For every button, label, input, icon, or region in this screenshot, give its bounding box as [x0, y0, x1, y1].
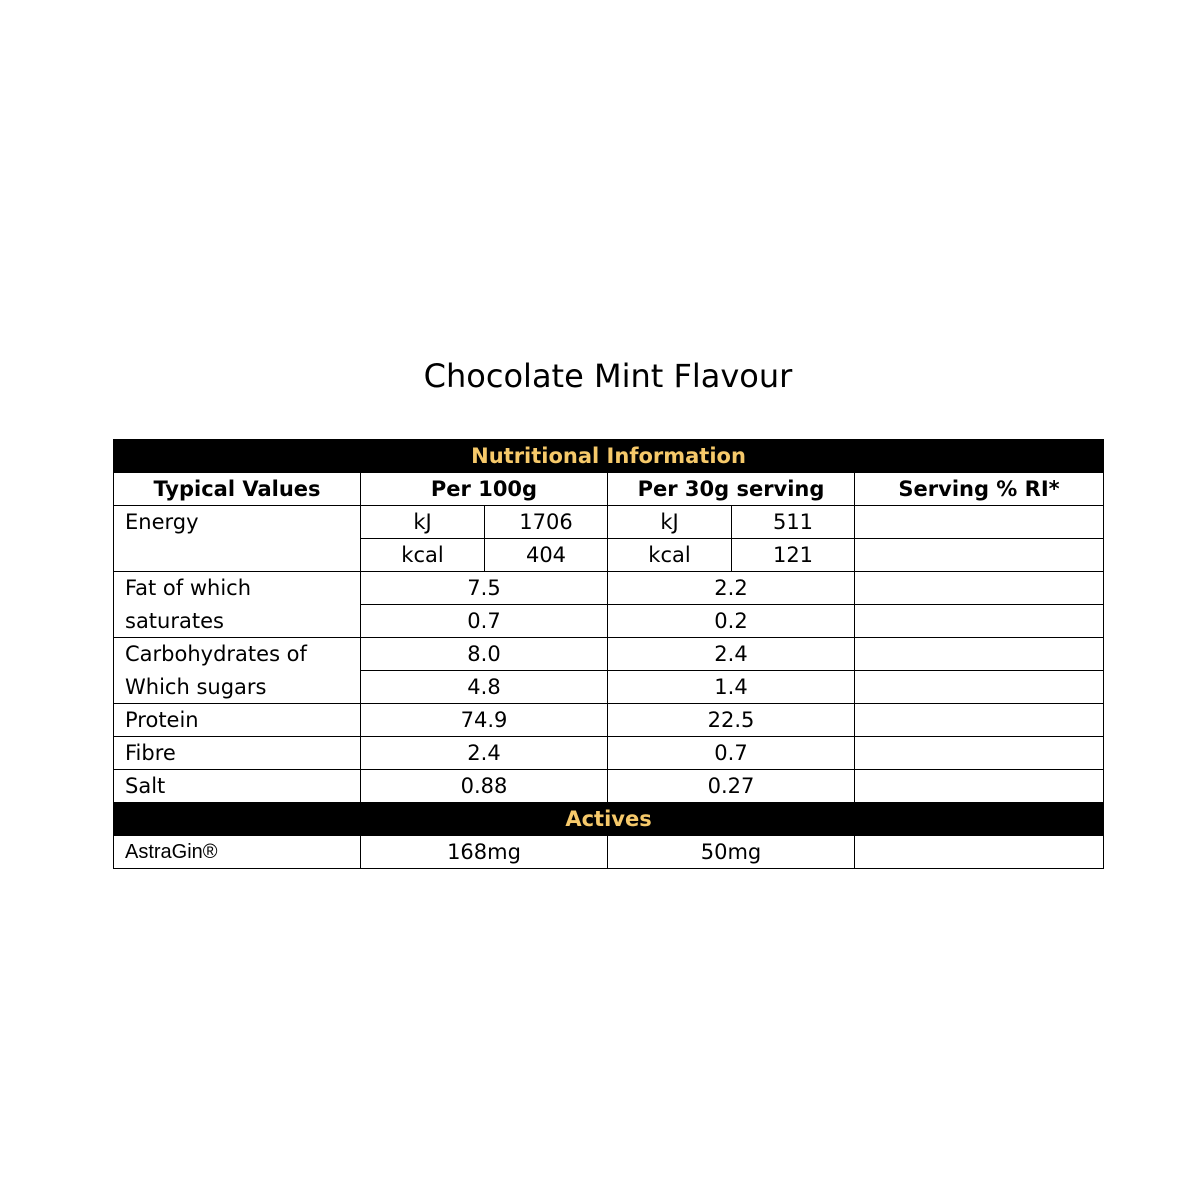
fat-ri-cell	[855, 572, 1104, 605]
carbohydrates-100g-value: 8.0	[361, 638, 608, 671]
energy-100g-kcal-unit: kcal	[361, 539, 485, 572]
carbohydrates-row	[114, 638, 1104, 671]
astragin-serving-value: 50mg	[608, 836, 855, 869]
fibre-row	[114, 737, 1104, 770]
salt-label: Salt	[114, 770, 361, 803]
fat-row	[114, 572, 1104, 605]
energy-100g-kj-value: 1706	[485, 506, 608, 539]
energy-kcal-ri-cell	[855, 539, 1104, 572]
nutritional-information-band	[114, 440, 1104, 473]
saturates-label: saturates	[114, 605, 361, 638]
fibre-serving-value: 0.7	[608, 737, 855, 770]
astragin-ri-cell	[855, 836, 1104, 869]
header-serving-ri: Serving % RI*	[855, 473, 1104, 506]
fibre-ri-cell	[855, 737, 1104, 770]
section-heading-nutrition: Nutritional Information	[114, 440, 1104, 473]
carbohydrates-label: Carbohydrates of	[114, 638, 361, 671]
energy-100g-kcal-value: 404	[485, 539, 608, 572]
sugars-serving-value: 1.4	[608, 671, 855, 704]
protein-100g-value: 74.9	[361, 704, 608, 737]
salt-serving-value: 0.27	[608, 770, 855, 803]
salt-100g-value: 0.88	[361, 770, 608, 803]
energy-serving-kcal-value: 121	[732, 539, 855, 572]
saturates-ri-cell	[855, 605, 1104, 638]
energy-serving-kcal-unit: kcal	[608, 539, 732, 572]
astragin-100g-value: 168mg	[361, 836, 608, 869]
energy-serving-kj-unit: kJ	[608, 506, 732, 539]
fat-100g-value: 7.5	[361, 572, 608, 605]
sugars-row	[114, 671, 1104, 704]
astragin-row	[114, 836, 1104, 869]
salt-row	[114, 770, 1104, 803]
astragin-label: AstraGin®	[114, 836, 361, 869]
header-row	[114, 473, 1104, 506]
page-title: Chocolate Mint Flavour	[423, 357, 793, 395]
sugars-label: Which sugars	[114, 671, 361, 704]
fat-label: Fat of which	[114, 572, 361, 605]
energy-label: Energy	[114, 506, 361, 572]
header-per-serving: Per 30g serving	[608, 473, 855, 506]
energy-100g-kj-unit: kJ	[361, 506, 485, 539]
actives-band	[114, 803, 1104, 836]
sugars-ri-cell	[855, 671, 1104, 704]
fibre-100g-value: 2.4	[361, 737, 608, 770]
fibre-label: Fibre	[114, 737, 361, 770]
protein-ri-cell	[855, 704, 1104, 737]
energy-kj-row	[114, 506, 1104, 539]
carbohydrates-ri-cell	[855, 638, 1104, 671]
section-heading-actives: Actives	[114, 803, 1104, 836]
carbohydrates-serving-value: 2.4	[608, 638, 855, 671]
protein-serving-value: 22.5	[608, 704, 855, 737]
protein-label: Protein	[114, 704, 361, 737]
header-typical-values: Typical Values	[114, 473, 361, 506]
saturates-row	[114, 605, 1104, 638]
fat-serving-value: 2.2	[608, 572, 855, 605]
saturates-100g-value: 0.7	[361, 605, 608, 638]
energy-serving-kj-value: 511	[732, 506, 855, 539]
salt-ri-cell	[855, 770, 1104, 803]
sugars-100g-value: 4.8	[361, 671, 608, 704]
saturates-serving-value: 0.2	[608, 605, 855, 638]
nutrition-table	[113, 439, 1104, 869]
energy-kj-ri-cell	[855, 506, 1104, 539]
protein-row	[114, 704, 1104, 737]
header-per-100g: Per 100g	[361, 473, 608, 506]
